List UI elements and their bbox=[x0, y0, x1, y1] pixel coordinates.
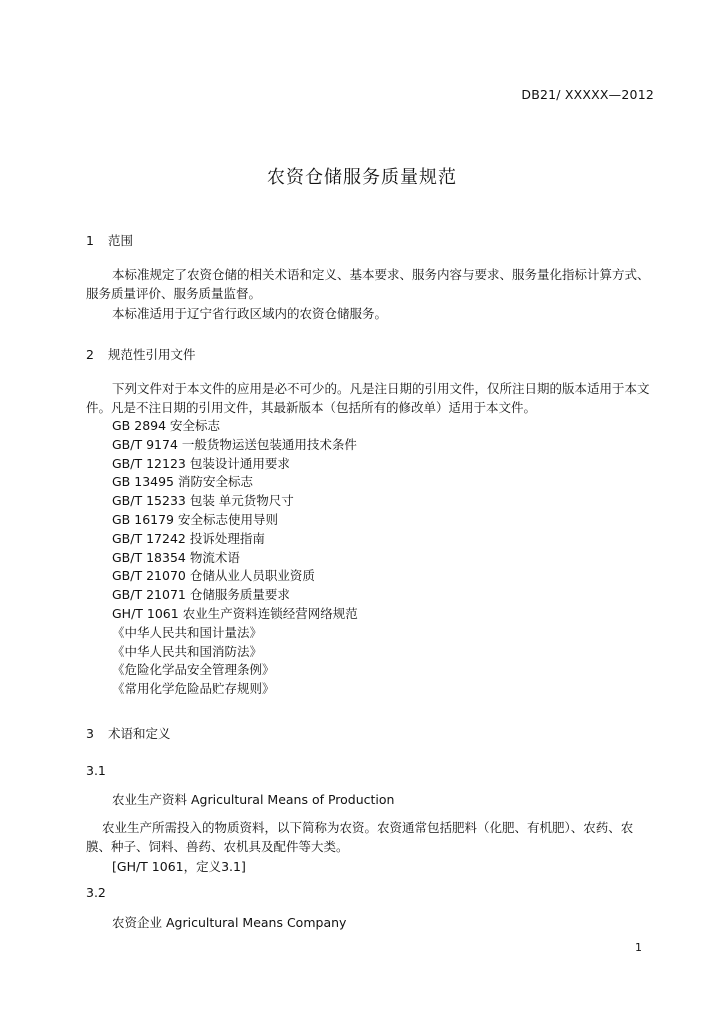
reference-item: 《中华人民共和国消防法》 bbox=[112, 643, 263, 659]
term-3-2-title: 农资企业 Agricultural Means Company bbox=[112, 915, 347, 930]
reference-item: GB 2894 安全标志 bbox=[112, 418, 221, 433]
section-title: 术语和定义 bbox=[108, 726, 171, 741]
reference-item: GH/T 1061 农业生产资料连锁经营网络规范 bbox=[112, 605, 358, 621]
reference-item: GB/T 12123 包装设计通用要求 bbox=[112, 455, 290, 471]
term-3-1-source: [GH/T 1061，定义3.1] bbox=[112, 859, 246, 874]
page-number: 1 bbox=[635, 941, 642, 954]
reference-item: GB/T 21070 仓储从业人员职业资质 bbox=[112, 568, 315, 584]
section-1-paragraph-2: 本标准适用于辽宁省行政区域内的农资仓储服务。 bbox=[112, 306, 388, 321]
reference-item: GB 13495 消防安全标志 bbox=[112, 474, 253, 490]
section-title: 规范性引用文件 bbox=[108, 347, 196, 362]
term-3-1-title: 农业生产资料 Agricultural Means of Production bbox=[112, 792, 395, 807]
reference-item: 《危险化学品安全管理条例》 bbox=[112, 662, 275, 678]
section-title: 范围 bbox=[108, 233, 134, 248]
reference-item: GB/T 9174 一般货物运送包装通用技术条件 bbox=[112, 436, 357, 452]
term-3-1-number: 3.1 bbox=[86, 763, 106, 778]
section-3-heading bbox=[86, 724, 171, 742]
section-number: 1 bbox=[86, 233, 94, 248]
reference-item: 《常用化学危险品贮存规则》 bbox=[112, 681, 275, 697]
term-3-1-definition: 农业生产所需投入的物质资料，以下简称为农资。农资通常包括肥料（化肥、有机肥）、农药、农膜、种子、饲料、兽药、农机具及配件等大类。 bbox=[86, 820, 634, 854]
standard-code: DB21/ XXXXX—2012 bbox=[521, 87, 654, 102]
reference-item: GB/T 15233 包装 单元货物尺寸 bbox=[112, 493, 294, 509]
reference-item: 《中华人民共和国计量法》 bbox=[112, 624, 263, 640]
section-2-heading bbox=[86, 345, 196, 363]
reference-item: GB/T 17242 投诉处理指南 bbox=[112, 530, 265, 546]
reference-item: GB/T 21071 仓储服务质量要求 bbox=[112, 587, 290, 603]
reference-item: GB/T 18354 物流术语 bbox=[112, 549, 240, 565]
section-number: 2 bbox=[86, 347, 94, 362]
reference-item: GB 16179 安全标志使用导则 bbox=[112, 511, 278, 527]
page-title: 农资仓储服务质量规范 bbox=[267, 167, 457, 188]
normative-references-list bbox=[112, 417, 358, 699]
section-number: 3 bbox=[86, 726, 94, 741]
section-1-paragraph-1: 本标准规定了农资仓储的相关术语和定义、基本要求、服务内容与要求、服务量化指标计算方式、服务质量评价、服务质量监督。 bbox=[86, 267, 650, 301]
section-1-heading bbox=[86, 231, 133, 249]
term-3-2-number: 3.2 bbox=[86, 885, 106, 900]
section-2-intro: 下列文件对于本文件的应用是必不可少的。凡是注日期的引用文件，仅所注日期的版本适用于本文件。凡是不注日期的引用文件，其最新版本（包括所有的修改单）适用于本文件。 bbox=[86, 381, 650, 415]
